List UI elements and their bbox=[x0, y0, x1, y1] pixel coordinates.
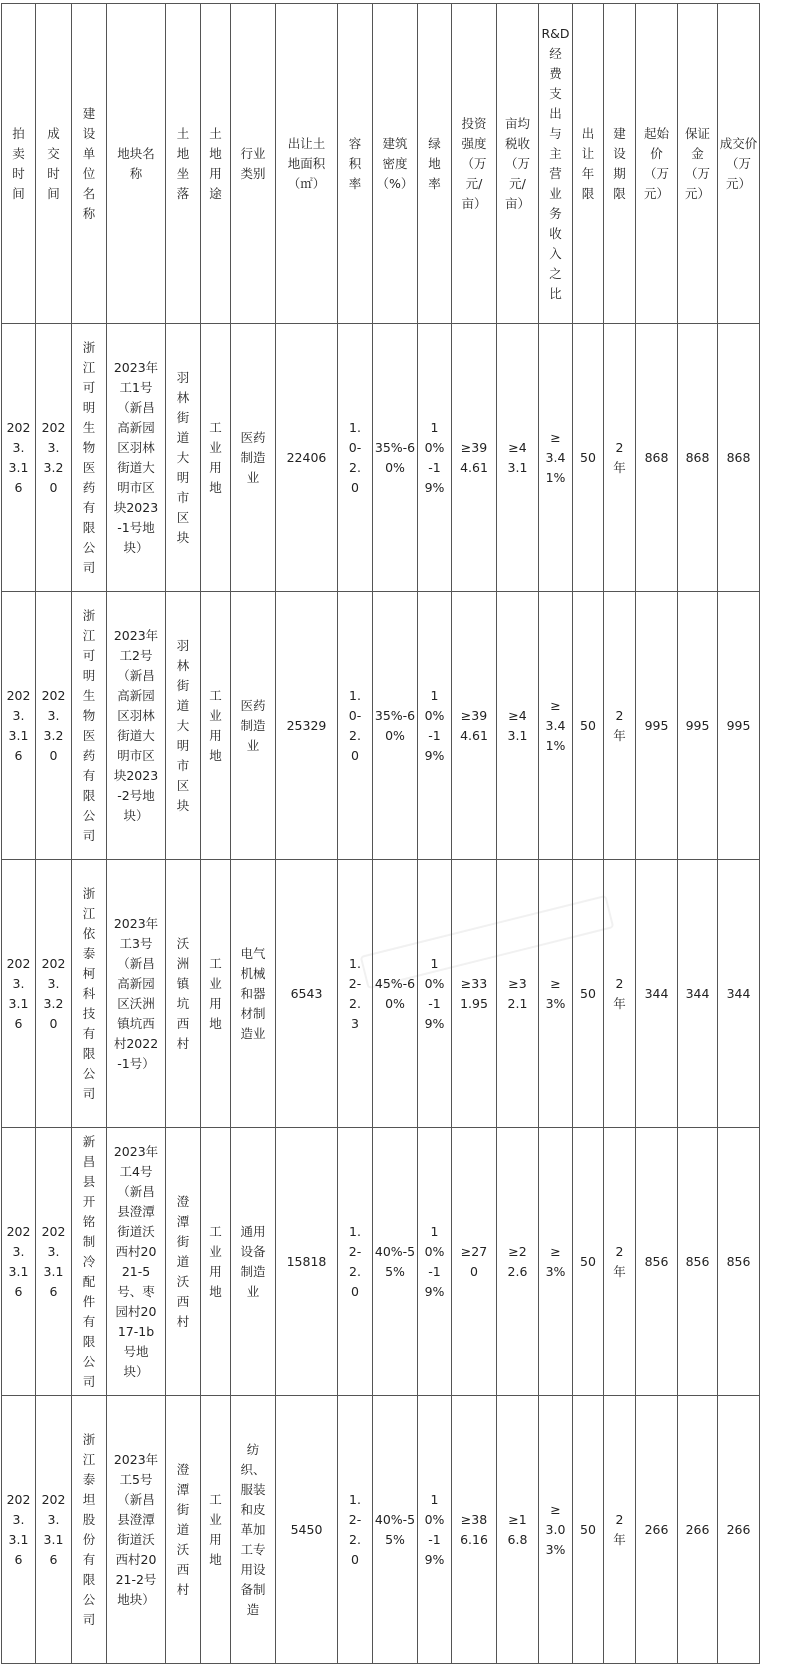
cell-tax-per-mu: ≥4 3.1 bbox=[497, 592, 539, 860]
cell-building-density: 40%-5 5% bbox=[373, 1396, 418, 1664]
cell-area: 15818 bbox=[276, 1128, 338, 1396]
cell-start-price: 266 bbox=[636, 1396, 678, 1664]
cell-green-ratio: 1 0% -1 9% bbox=[418, 860, 452, 1128]
cell-deal-date: 202 3. 3.2 0 bbox=[36, 860, 72, 1128]
cell-lease-term: 50 bbox=[573, 1128, 604, 1396]
header-cell: 出让土 地面积 （㎡） bbox=[276, 4, 338, 324]
cell-location: 羽 林 街 道 大 明 市 区 块 bbox=[166, 324, 201, 592]
cell-developer: 浙 江 依 泰 柯 科 技 有 限 公 司 bbox=[72, 860, 107, 1128]
cell-rd-ratio: ≥ 3.4 1% bbox=[539, 324, 573, 592]
header-cell: R&D 经 费 支 出 与 主 营 业 务 收 入 之 比 bbox=[539, 4, 573, 324]
land-auction-table bbox=[1, 3, 760, 1664]
cell-rd-ratio: ≥ 3.4 1% bbox=[539, 592, 573, 860]
table-row bbox=[2, 860, 760, 1128]
cell-land-use: 工 业 用 地 bbox=[201, 324, 231, 592]
cell-auction-date: 202 3. 3.1 6 bbox=[2, 860, 36, 1128]
cell-investment-intensity: ≥39 4.61 bbox=[452, 324, 497, 592]
cell-rd-ratio: ≥ 3% bbox=[539, 1128, 573, 1396]
cell-parcel-name: 2023年 工4号 （新昌 县澄潭 街道沃 西村20 21-5 号、枣 园村20 17-1b 号地 块） bbox=[107, 1128, 166, 1396]
cell-auction-date: 202 3. 3.1 6 bbox=[2, 592, 36, 860]
cell-deposit: 266 bbox=[678, 1396, 718, 1664]
header-cell: 亩均 税收 （万 元/ 亩） bbox=[497, 4, 539, 324]
cell-start-price: 868 bbox=[636, 324, 678, 592]
cell-location: 澄 潭 街 道 沃 西 村 bbox=[166, 1396, 201, 1664]
table-row bbox=[2, 324, 760, 592]
cell-auction-date: 202 3. 3.1 6 bbox=[2, 324, 36, 592]
cell-investment-intensity: ≥38 6.16 bbox=[452, 1396, 497, 1664]
cell-location: 羽 林 街 道 大 明 市 区 块 bbox=[166, 592, 201, 860]
table-body bbox=[2, 324, 760, 1664]
cell-investment-intensity: ≥39 4.61 bbox=[452, 592, 497, 860]
cell-industry: 电气 机械 和器 材制 造业 bbox=[231, 860, 276, 1128]
cell-land-use: 工 业 用 地 bbox=[201, 592, 231, 860]
cell-deal-price: 868 bbox=[718, 324, 760, 592]
cell-deal-date: 202 3. 3.2 0 bbox=[36, 324, 72, 592]
cell-building-density: 35%-6 0% bbox=[373, 324, 418, 592]
cell-building-density: 40%-5 5% bbox=[373, 1128, 418, 1396]
cell-location: 澄 潭 街 道 沃 西 村 bbox=[166, 1128, 201, 1396]
table-row bbox=[2, 592, 760, 860]
cell-building-density: 45%-6 0% bbox=[373, 860, 418, 1128]
cell-deal-date: 202 3. 3.2 0 bbox=[36, 592, 72, 860]
cell-green-ratio: 1 0% -1 9% bbox=[418, 324, 452, 592]
cell-auction-date: 202 3. 3.1 6 bbox=[2, 1128, 36, 1396]
header-cell: 保证 金 （万 元） bbox=[678, 4, 718, 324]
cell-developer: 浙 江 可 明 生 物 医 药 有 限 公 司 bbox=[72, 592, 107, 860]
cell-parcel-name: 2023年 工1号 （新昌 高新园 区羽林 街道大 明市区 块2023 -1号地 块） bbox=[107, 324, 166, 592]
cell-parcel-name: 2023年 工2号 （新昌 高新园 区羽林 街道大 明市区 块2023 -2号地 块） bbox=[107, 592, 166, 860]
cell-build-period: 2 年 bbox=[604, 592, 636, 860]
cell-land-use: 工 业 用 地 bbox=[201, 1128, 231, 1396]
cell-lease-term: 50 bbox=[573, 1396, 604, 1664]
cell-area: 6543 bbox=[276, 860, 338, 1128]
cell-deposit: 856 bbox=[678, 1128, 718, 1396]
cell-parcel-name: 2023年 工5号 （新昌 县澄潭 街道沃 西村20 21-2号 地块） bbox=[107, 1396, 166, 1664]
cell-build-period: 2 年 bbox=[604, 324, 636, 592]
cell-industry: 纺 织、 服装 和皮 革加 工专 用设 备制 造 bbox=[231, 1396, 276, 1664]
cell-area: 25329 bbox=[276, 592, 338, 860]
cell-area: 22406 bbox=[276, 324, 338, 592]
cell-investment-intensity: ≥33 1.95 bbox=[452, 860, 497, 1128]
cell-tax-per-mu: ≥2 2.6 bbox=[497, 1128, 539, 1396]
cell-land-use: 工 业 用 地 bbox=[201, 860, 231, 1128]
cell-tax-per-mu: ≥3 2.1 bbox=[497, 860, 539, 1128]
cell-area: 5450 bbox=[276, 1396, 338, 1664]
cell-build-period: 2 年 bbox=[604, 1396, 636, 1664]
header-cell: 出 让 年 限 bbox=[573, 4, 604, 324]
header-cell: 建 设 期 限 bbox=[604, 4, 636, 324]
header-cell: 拍 卖 时 间 bbox=[2, 4, 36, 324]
cell-land-use: 工 业 用 地 bbox=[201, 1396, 231, 1664]
cell-parcel-name: 2023年 工3号 （新昌 高新园 区沃洲 镇坑西 村2022 -1号） bbox=[107, 860, 166, 1128]
cell-deal-price: 995 bbox=[718, 592, 760, 860]
cell-start-price: 856 bbox=[636, 1128, 678, 1396]
header-cell: 建筑 密度 （%） bbox=[373, 4, 418, 324]
header-cell: 行业 类别 bbox=[231, 4, 276, 324]
cell-auction-date: 202 3. 3.1 6 bbox=[2, 1396, 36, 1664]
cell-green-ratio: 1 0% -1 9% bbox=[418, 592, 452, 860]
header-cell: 地块名 称 bbox=[107, 4, 166, 324]
cell-rd-ratio: ≥ 3.0 3% bbox=[539, 1396, 573, 1664]
cell-plot-ratio: 1. 2- 2. 0 bbox=[338, 1396, 373, 1664]
cell-start-price: 344 bbox=[636, 860, 678, 1128]
cell-rd-ratio: ≥ 3% bbox=[539, 860, 573, 1128]
cell-build-period: 2 年 bbox=[604, 1128, 636, 1396]
header-cell: 土 地 用 途 bbox=[201, 4, 231, 324]
cell-industry: 医药 制造 业 bbox=[231, 324, 276, 592]
cell-deal-price: 344 bbox=[718, 860, 760, 1128]
cell-deal-price: 266 bbox=[718, 1396, 760, 1664]
header-cell: 绿 地 率 bbox=[418, 4, 452, 324]
cell-deal-date: 202 3. 3.1 6 bbox=[36, 1128, 72, 1396]
cell-green-ratio: 1 0% -1 9% bbox=[418, 1396, 452, 1664]
cell-industry: 通用 设备 制造 业 bbox=[231, 1128, 276, 1396]
header-cell: 建 设 单 位 名 称 bbox=[72, 4, 107, 324]
cell-deposit: 995 bbox=[678, 592, 718, 860]
cell-industry: 医药 制造 业 bbox=[231, 592, 276, 860]
cell-plot-ratio: 1. 2- 2. 0 bbox=[338, 1128, 373, 1396]
cell-lease-term: 50 bbox=[573, 860, 604, 1128]
cell-deposit: 344 bbox=[678, 860, 718, 1128]
cell-build-period: 2 年 bbox=[604, 860, 636, 1128]
cell-green-ratio: 1 0% -1 9% bbox=[418, 1128, 452, 1396]
cell-location: 沃 洲 镇 坑 西 村 bbox=[166, 860, 201, 1128]
header-row bbox=[2, 4, 760, 324]
cell-deal-price: 856 bbox=[718, 1128, 760, 1396]
cell-plot-ratio: 1. 0- 2. 0 bbox=[338, 592, 373, 860]
header-cell: 成交价 （万 元） bbox=[718, 4, 760, 324]
cell-developer: 浙 江 可 明 生 物 医 药 有 限 公 司 bbox=[72, 324, 107, 592]
header-cell: 起始 价 （万 元） bbox=[636, 4, 678, 324]
cell-lease-term: 50 bbox=[573, 324, 604, 592]
cell-tax-per-mu: ≥4 3.1 bbox=[497, 324, 539, 592]
header-cell: 容 积 率 bbox=[338, 4, 373, 324]
table-row bbox=[2, 1128, 760, 1396]
cell-tax-per-mu: ≥1 6.8 bbox=[497, 1396, 539, 1664]
cell-building-density: 35%-6 0% bbox=[373, 592, 418, 860]
cell-lease-term: 50 bbox=[573, 592, 604, 860]
table-row bbox=[2, 1396, 760, 1664]
cell-plot-ratio: 1. 0- 2. 0 bbox=[338, 324, 373, 592]
cell-deposit: 868 bbox=[678, 324, 718, 592]
header-cell: 成 交 时 间 bbox=[36, 4, 72, 324]
header-cell: 土 地 坐 落 bbox=[166, 4, 201, 324]
cell-developer: 新 昌 县 开 铭 制 冷 配 件 有 限 公 司 bbox=[72, 1128, 107, 1396]
cell-plot-ratio: 1. 2- 2. 3 bbox=[338, 860, 373, 1128]
cell-start-price: 995 bbox=[636, 592, 678, 860]
header-cell: 投资 强度 （万 元/ 亩） bbox=[452, 4, 497, 324]
cell-investment-intensity: ≥27 0 bbox=[452, 1128, 497, 1396]
cell-deal-date: 202 3. 3.1 6 bbox=[36, 1396, 72, 1664]
cell-developer: 浙 江 泰 坦 股 份 有 限 公 司 bbox=[72, 1396, 107, 1664]
